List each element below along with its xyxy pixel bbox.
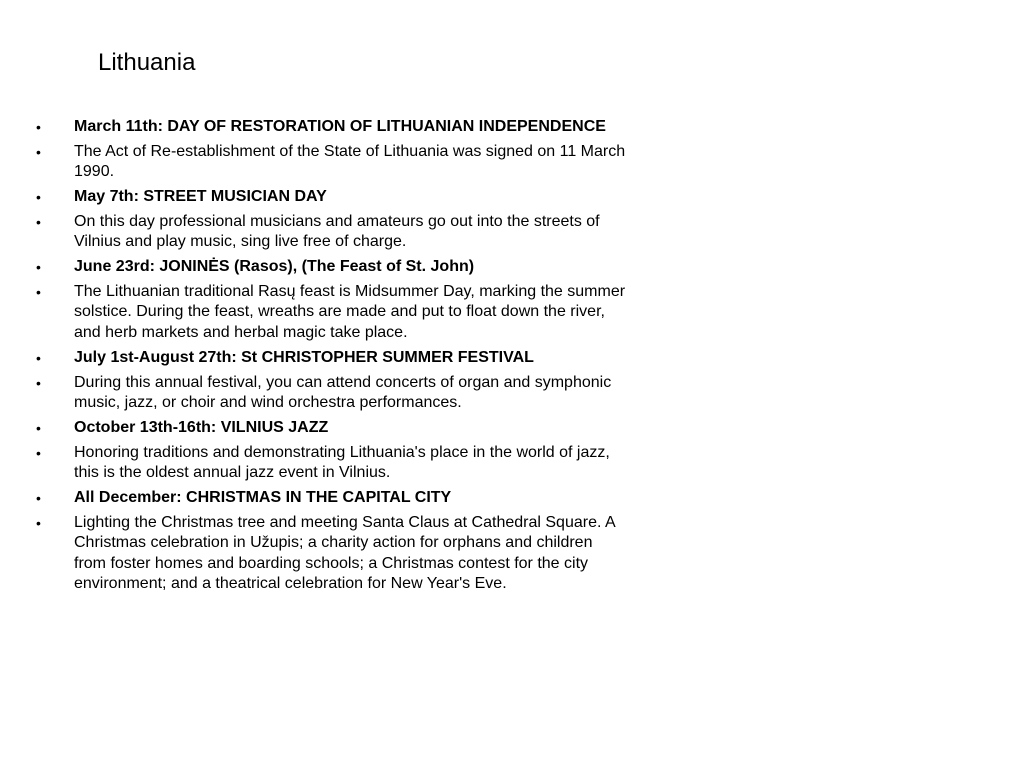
event-description-item (36, 212, 626, 253)
bullet-icon: • (36, 419, 41, 436)
bullet-icon: • (36, 283, 41, 300)
bullet-list (36, 117, 626, 599)
event-heading-item (36, 257, 626, 278)
event-description-text: During this annual festival, you can attend concerts of organ and symphonic music, jazz, or choir and wind orchestra performances. (74, 373, 612, 412)
bullet-icon: • (36, 444, 41, 461)
event-description-text: On this day professional musicians and amateurs go out into the streets of Vilnius and play music, sing live free of charge. (74, 212, 600, 251)
event-heading-text: July 1st-August 27th: St CHRISTOPHER SUMMER FESTIVAL (74, 348, 534, 366)
event-description-text: The Lithuanian traditional Rasų feast is Midsummer Day, marking the summer solstice. During the feast, wreaths are made and put to float down the river, and herb markets and herbal magic take place. (74, 282, 626, 341)
bullet-icon: • (36, 374, 41, 391)
bullet-icon: • (36, 489, 41, 506)
event-heading-item (36, 187, 626, 208)
event-heading-item (36, 348, 626, 369)
bullet-icon: • (36, 514, 41, 531)
event-heading-text: June 23rd: JONINĖS (Rasos), (The Feast of St. John) (74, 258, 475, 276)
event-heading-item (36, 418, 626, 439)
bullet-icon: • (36, 119, 41, 135)
event-heading-text: All December: CHRISTMAS IN THE CAPITAL CITY (74, 488, 452, 506)
event-description-item (36, 373, 626, 414)
event-heading-text: March 11th: DAY OF RESTORATION OF LITHUANIAN INDEPENDENCE (74, 118, 606, 135)
bullet-icon: • (36, 143, 41, 160)
event-description-item (36, 282, 626, 344)
bullet-icon: • (36, 259, 41, 276)
event-description-item (36, 142, 626, 183)
event-description-item (36, 513, 626, 595)
event-heading-text: May 7th: STREET MUSICIAN DAY (74, 188, 327, 206)
bullet-icon: • (36, 349, 41, 366)
event-heading-text: October 13th-16th: VILNIUS JAZZ (74, 418, 329, 436)
event-description-text: Lighting the Christmas tree and meeting Santa Claus at Cathedral Square. A Christmas celebration in Užupis; a charity action for orphans and children from foster homes and boarding schools; a Christmas contest for the city environment; and a theatrical celebration for New Year's Eve. (74, 513, 615, 593)
bullet-icon: • (36, 189, 41, 206)
event-description-text: The Act of Re-establishment of the State of Lithuania was signed on 11 March 1990. (74, 142, 626, 181)
bullet-icon: • (36, 213, 41, 230)
event-heading-item (36, 117, 626, 138)
event-description-text: Honoring traditions and demonstrating Lithuania's place in the world of jazz, this is the oldest annual jazz event in Vilnius. (74, 443, 610, 482)
event-description-item (36, 443, 626, 484)
event-heading-item (36, 488, 626, 509)
slide-title: Lithuania (98, 49, 196, 76)
